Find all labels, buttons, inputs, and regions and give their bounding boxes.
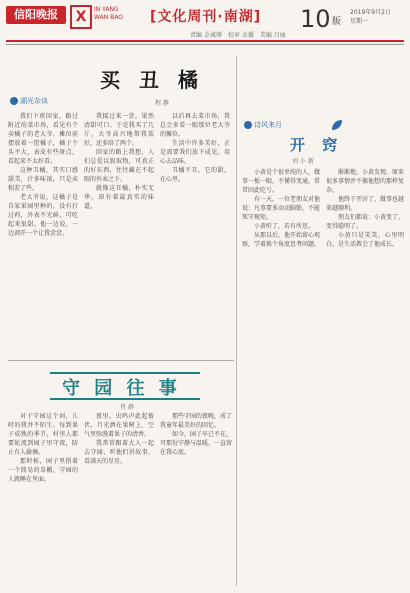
date-text: 2019年9月2日 <box>350 9 391 16</box>
paragraph: 以后再去菜市场，我总会多看一眼那位老大爷的摊位。 <box>160 113 230 138</box>
article-title: 开 窍 <box>290 136 344 154</box>
paragraph: 他终于开窍了，做事也越来越顺利。 <box>326 196 404 212</box>
header-rule-red <box>6 40 404 42</box>
paragraph: 丑橘不丑，它的甜，在心里。 <box>160 167 230 183</box>
paragraph: 如今，园子早已不在，可那份宁静与温暖，一直留在我心底。 <box>160 431 232 456</box>
paragraph: 小黄是个很单纯的人，做事一板一眼，不懂得变通，常常因此吃亏。 <box>242 169 320 194</box>
paragraph: 生活中许多美好，正是需要我们放下成见，用心去品味。 <box>160 140 230 165</box>
editor-credits: 责编 金诚博 校审 金囊 美编 吕丽 <box>190 32 286 39</box>
logo-x-mark: X <box>70 5 92 29</box>
paragraph: 小黄只是笑笑，心里明白，是生活教会了他成长。 <box>326 232 404 248</box>
paragraph: 那时候，园子里搭着一个简易的草棚，守园的人就睡在里面。 <box>8 458 78 483</box>
paragraph: 回家的路上我想，人们总爱以貌取物，可真正的好东西，往往藏在不起眼的外表之下。 <box>84 149 154 183</box>
article-column-2 <box>326 168 404 586</box>
paragraph: 就像这丑橘，朴实无华，却有着最真实的味道。 <box>84 185 154 210</box>
article-column-1 <box>8 412 78 586</box>
page-label: 版 <box>332 17 342 27</box>
column-tag-right <box>244 120 282 130</box>
column-tag-label: 诗风来月 <box>254 121 282 129</box>
section-title: [文化周刊·南湖] <box>150 9 262 25</box>
article-author: 肖 群 <box>120 404 134 411</box>
column-tag-icon <box>244 121 252 129</box>
article-column-2 <box>84 412 154 586</box>
paragraph: 这种丑橘，其实口感甜美，汁多味浓，只是卖相差了些。 <box>8 167 78 192</box>
paragraph: 夜里，虫鸣声此起彼伏，月光洒在果树上，空气里弥漫着果子的清香。 <box>84 413 154 438</box>
page-number: 10 <box>300 5 331 33</box>
section-divider <box>8 360 234 361</box>
issue-date <box>350 8 391 26</box>
paragraph: 我们下班回家，路过附近的菜市场，看见有个卖橘子的老大爷，摊位前摆放着一筐橘子，橘子个头不大，表皮有些斑点，看起来不太好看。 <box>8 113 78 165</box>
header-rule-gray <box>6 44 404 45</box>
leaf-icon <box>330 118 344 132</box>
article-title: 守 园 往 事 <box>62 378 181 399</box>
article-column-2 <box>84 112 154 352</box>
newspaper-logo: 信阳晚报 <box>6 6 66 24</box>
paragraph: 从那以后，他开始留心观察，学着换个角度思考问题。 <box>242 232 320 248</box>
article-column-3 <box>160 112 230 352</box>
article-author: 程 静 <box>155 100 169 107</box>
column-tag-left <box>10 96 48 106</box>
page-header <box>0 0 410 48</box>
paragraph: 渐渐地，小黄发现，原来很多事情并不像他想的那样复杂。 <box>326 169 404 194</box>
paragraph: 那些守园的夜晚，成了我童年最美好的回忆。 <box>160 413 232 429</box>
article-author: 刘 小 新 <box>292 158 314 165</box>
article-title: 买 丑 橘 <box>100 68 204 92</box>
article-column-3 <box>160 412 232 586</box>
logo-subtext-line1: IN YANG <box>94 6 119 13</box>
article-column-1 <box>242 168 320 586</box>
article-column-1 <box>8 112 78 352</box>
column-divider <box>236 56 237 586</box>
paragraph: 对于守园这个词，儿时的我并不陌生。每到果子成熟的季节，村里人都要轮流到园子里守夜，防止有人偷摘。 <box>8 413 78 456</box>
column-tag-label: 湖光杂谈 <box>20 97 48 105</box>
logo-subtext <box>94 6 123 22</box>
paragraph: 我常常跟着大人一起去守园，听他们讲故事，看满天的星星。 <box>84 440 154 465</box>
paragraph: 朋友们都说：小黄变了，变得聪明了。 <box>326 214 404 230</box>
column-tag-icon <box>10 97 18 105</box>
logo-subtext-line2: WAN BAO <box>94 14 123 21</box>
paragraph: 小黄听了，若有所思。 <box>254 223 315 230</box>
paragraph: 有一天，一位老朋友对他说：凡事要多动动脑筋，不能死守规矩。 <box>242 196 320 221</box>
weekday-text: 星期一 <box>350 18 369 25</box>
paragraph: 我接过来一尝，果然清甜可口。于是我买了几斤，大爷高兴地帮我装好，还多给了两个。 <box>84 113 154 147</box>
paragraph: 老大爷说，这橘子是自家果园里种的，没有打过药，外表不光鲜，可吃起来很甜。他一边说，一边剥开一个让我尝尝。 <box>8 194 78 237</box>
